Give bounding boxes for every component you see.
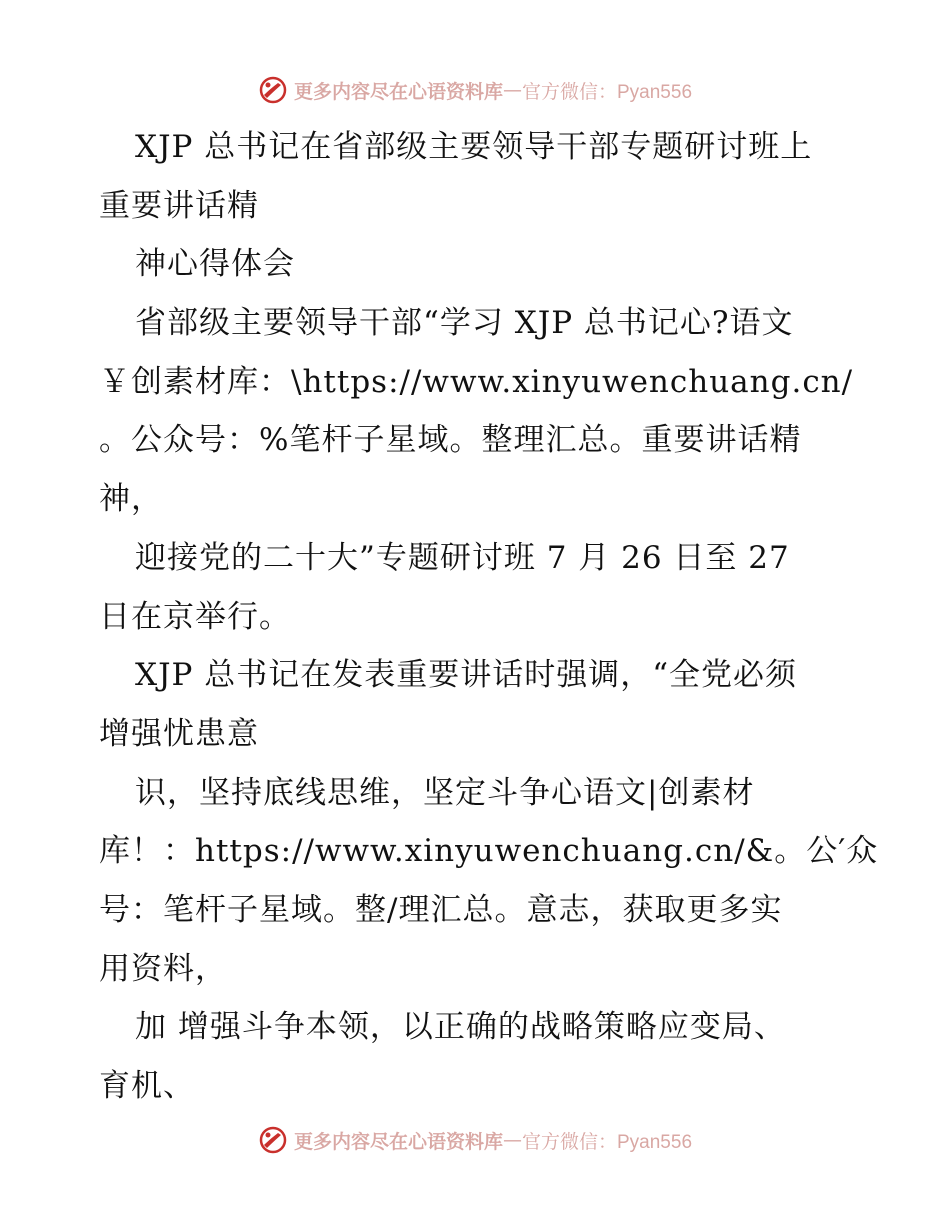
- text-line: 神心得体会: [135, 246, 295, 283]
- header-banner-text: 更多内容尽在心语资料库: [293, 80, 503, 103]
- text-line: 重要讲话精: [99, 187, 259, 224]
- text-line: 增强忧患意: [99, 715, 259, 752]
- header-banner-wechat: 官方微信：Pyan556: [522, 81, 693, 103]
- text-line: 识，坚持底线思维，坚定斗争心语文|创素材: [135, 774, 755, 811]
- footer-banner: [0, 1120, 950, 1160]
- header-banner: [0, 70, 950, 110]
- text-line: 。公众号：%笔杆子星域。整理汇总。重要讲话精: [99, 422, 802, 459]
- text-line: 日在京举行。: [99, 598, 291, 635]
- text-line: XJP 总书记在省部级主要领导干部专题研讨班上: [135, 129, 813, 165]
- footer-banner-wechat: 官方微信：Pyan556: [522, 1131, 693, 1153]
- text-line: 省部级主要领导干部“学习 XJP 总书记心?语文: [135, 305, 794, 342]
- footer-banner-text: 更多内容尽在心语资料库: [293, 1130, 503, 1153]
- text-line: 神，: [99, 481, 163, 518]
- text-line: 加 增强斗争本领，以正确的战略策略应变局、: [135, 1009, 786, 1046]
- text-line: 号：笔杆子星域。整/理汇总。意志，获取更多实: [99, 891, 783, 928]
- text-line: XJP 总书记在发表重要讲话时强调，“全党必须: [135, 657, 798, 694]
- text-line: ￥创素材库：\https://www.xinyuwenchuang.cn/: [99, 363, 854, 400]
- hand-pen-circle-icon: [258, 75, 288, 105]
- hand-pen-circle-icon: [258, 1125, 288, 1155]
- header-banner-separator: —: [503, 79, 522, 101]
- text-line: 用资料，: [99, 950, 227, 987]
- footer-banner-separator: —: [503, 1129, 522, 1151]
- text-line: 育机、: [99, 1068, 195, 1104]
- text-line: 迎接党的二十大”专题研讨班 7 月 26 日至 27: [135, 539, 790, 576]
- document-body: [99, 118, 879, 1116]
- text-line: 库！：https://www.xinyuwenchuang.cn/&。公′众: [99, 833, 879, 870]
